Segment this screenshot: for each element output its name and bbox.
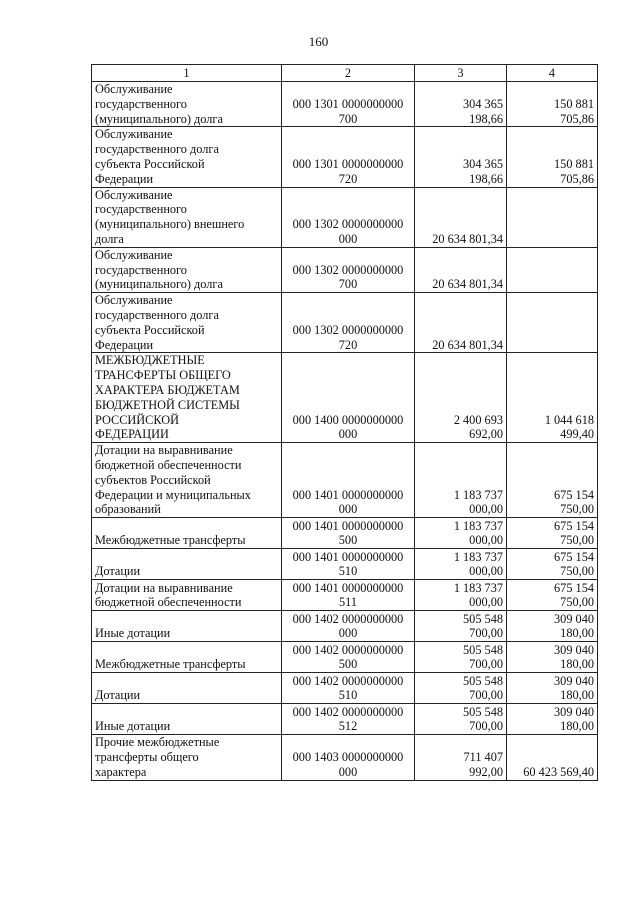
row-name-cell: Дотации на выравнивание бюджетной обеспеченности субъектов Российской Федерации и муниципальных образований [92, 443, 282, 518]
row-value-col4-cell: 60 423 569,40 [507, 735, 598, 780]
row-value-col4-cell: 309 040 180,00 [507, 642, 598, 673]
column-header: 4 [507, 65, 598, 82]
row-value-col3-cell: 304 365 198,66 [415, 82, 507, 127]
row-code-cell: 000 1401 0000000000 000 [282, 443, 415, 518]
row-value-col3-cell: 304 365 198,66 [415, 127, 507, 187]
row-code-cell: 000 1402 0000000000 000 [282, 611, 415, 642]
table-row [92, 247, 598, 292]
row-code-cell: 000 1302 0000000000 000 [282, 187, 415, 247]
row-code-cell: 000 1401 0000000000 510 [282, 549, 415, 580]
row-code-cell: 000 1402 0000000000 500 [282, 642, 415, 673]
row-value-col4-cell: 675 154 750,00 [507, 443, 598, 518]
table-row [92, 518, 598, 549]
row-value-col4-cell [507, 187, 598, 247]
row-name-cell: Иные дотации [92, 611, 282, 642]
table-row [92, 82, 598, 127]
row-value-col3-cell: 2 400 693 692,00 [415, 353, 507, 443]
row-code-cell: 000 1302 0000000000 720 [282, 293, 415, 353]
table-row [92, 549, 598, 580]
row-value-col4-cell [507, 293, 598, 353]
row-code-cell: 000 1400 0000000000 000 [282, 353, 415, 443]
table-row [92, 580, 598, 611]
row-value-col4-cell: 309 040 180,00 [507, 611, 598, 642]
row-value-col3-cell: 20 634 801,34 [415, 187, 507, 247]
row-code-cell: 000 1301 0000000000 720 [282, 127, 415, 187]
table-header-row [92, 65, 598, 82]
row-value-col3-cell: 505 548 700,00 [415, 673, 507, 704]
row-name-cell: Прочие межбюджетные трансферты общего характера [92, 735, 282, 780]
row-code-cell: 000 1403 0000000000 000 [282, 735, 415, 780]
table-row [92, 353, 598, 443]
row-name-cell: Межбюджетные трансферты [92, 642, 282, 673]
table-row [92, 673, 598, 704]
row-value-col4-cell [507, 247, 598, 292]
row-value-col4-cell: 1 044 618 499,40 [507, 353, 598, 443]
row-value-col4-cell: 675 154 750,00 [507, 518, 598, 549]
column-header: 3 [415, 65, 507, 82]
table-row [92, 187, 598, 247]
table-row [92, 735, 598, 780]
row-value-col4-cell: 150 881 705,86 [507, 82, 598, 127]
row-value-col3-cell: 505 548 700,00 [415, 611, 507, 642]
column-header: 1 [92, 65, 282, 82]
row-value-col3-cell: 20 634 801,34 [415, 293, 507, 353]
row-code-cell: 000 1301 0000000000 700 [282, 82, 415, 127]
row-value-col3-cell: 20 634 801,34 [415, 247, 507, 292]
column-header: 2 [282, 65, 415, 82]
row-value-col3-cell: 1 183 737 000,00 [415, 518, 507, 549]
row-name-cell: Обслуживание государственного (муниципального) внешнего долга [92, 187, 282, 247]
row-value-col3-cell: 505 548 700,00 [415, 704, 507, 735]
row-name-cell: Обслуживание государственного долга субъекта Российской Федерации [92, 127, 282, 187]
row-value-col3-cell: 711 407 992,00 [415, 735, 507, 780]
row-name-cell: Дотации [92, 673, 282, 704]
table-row [92, 293, 598, 353]
row-name-cell: МЕЖБЮДЖЕТНЫЕ ТРАНСФЕРТЫ ОБЩЕГО ХАРАКТЕРА БЮДЖЕТАМ БЮДЖЕТНОЙ СИСТЕМЫ РОССИЙСКОЙ ФЕДЕРАЦИИ [92, 353, 282, 443]
table-row [92, 443, 598, 518]
table-row [92, 127, 598, 187]
row-code-cell: 000 1302 0000000000 700 [282, 247, 415, 292]
row-value-col4-cell: 150 881 705,86 [507, 127, 598, 187]
row-value-col3-cell: 1 183 737 000,00 [415, 549, 507, 580]
row-value-col3-cell: 1 183 737 000,00 [415, 580, 507, 611]
row-value-col4-cell: 309 040 180,00 [507, 704, 598, 735]
row-value-col3-cell: 505 548 700,00 [415, 642, 507, 673]
row-name-cell: Дотации [92, 549, 282, 580]
row-code-cell: 000 1402 0000000000 512 [282, 704, 415, 735]
row-value-col4-cell: 309 040 180,00 [507, 673, 598, 704]
budget-table [91, 64, 598, 781]
row-code-cell: 000 1402 0000000000 510 [282, 673, 415, 704]
row-value-col4-cell: 675 154 750,00 [507, 580, 598, 611]
row-name-cell: Обслуживание государственного (муниципального) долга [92, 247, 282, 292]
row-value-col4-cell: 675 154 750,00 [507, 549, 598, 580]
page-number: 160 [308, 34, 329, 49]
row-name-cell: Дотации на выравнивание бюджетной обеспеченности [92, 580, 282, 611]
table-row [92, 642, 598, 673]
row-name-cell: Межбюджетные трансферты [92, 518, 282, 549]
row-name-cell: Обслуживание государственного долга субъекта Российской Федерации [92, 293, 282, 353]
row-name-cell: Иные дотации [92, 704, 282, 735]
row-code-cell: 000 1401 0000000000 511 [282, 580, 415, 611]
row-name-cell: Обслуживание государственного (муниципального) долга [92, 82, 282, 127]
table-row [92, 611, 598, 642]
row-code-cell: 000 1401 0000000000 500 [282, 518, 415, 549]
table-row [92, 704, 598, 735]
row-value-col3-cell: 1 183 737 000,00 [415, 443, 507, 518]
